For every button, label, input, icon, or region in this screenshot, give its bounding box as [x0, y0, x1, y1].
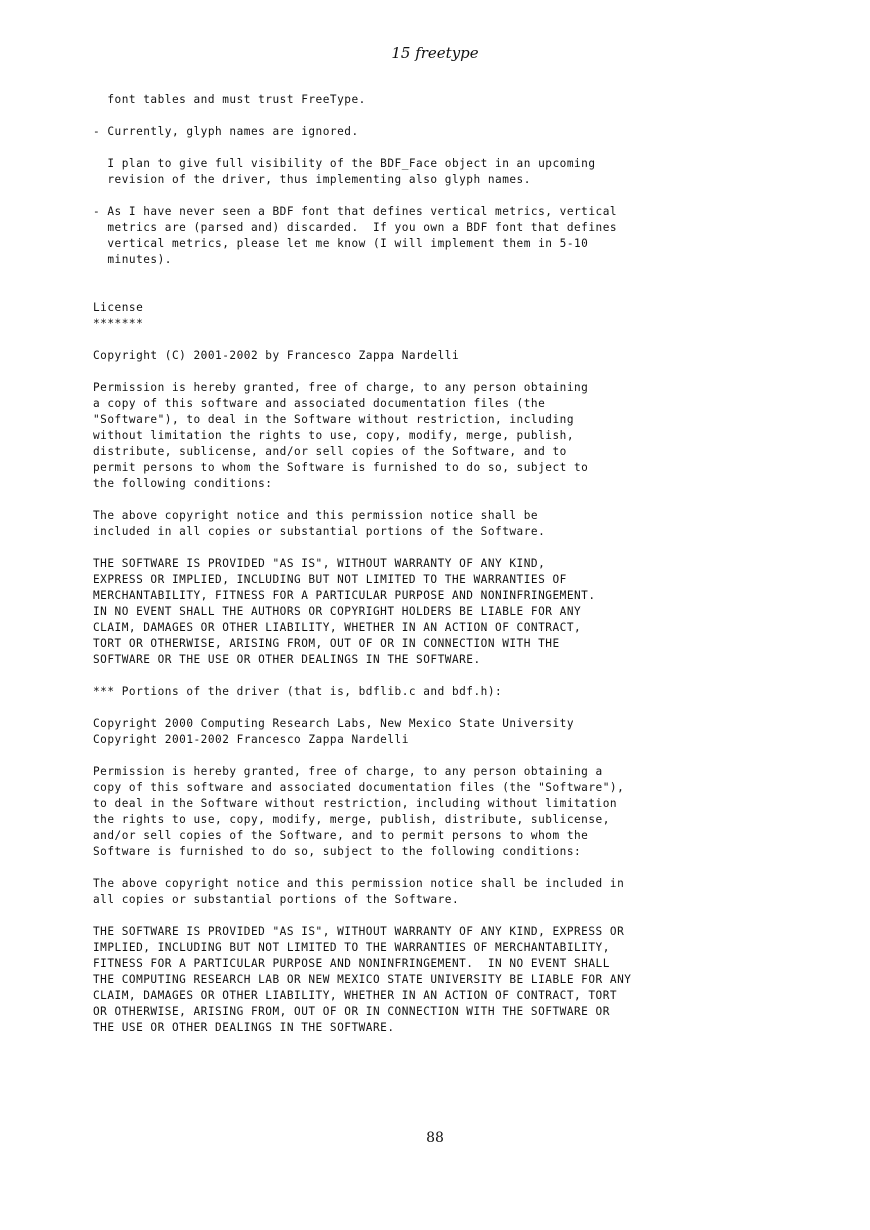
text-line: "Software"), to deal in the Software without restriction, including	[93, 413, 574, 426]
blank-line	[93, 268, 793, 284]
text-line: vertical metrics, please let me know (I will implement them in 5-10	[93, 237, 589, 250]
text-line: Software is furnished to do so, subject to the following conditions:	[93, 845, 582, 858]
text-line: CLAIM, DAMAGES OR OTHER LIABILITY, WHETHER IN AN ACTION OF CONTRACT, TORT	[93, 989, 618, 1002]
text-line: distribute, sublicense, and/or sell copies of the Software, and to	[93, 445, 567, 458]
text-line: included in all copies or substantial portions of the Software.	[93, 525, 546, 538]
text-line: minutes).	[93, 253, 172, 266]
blank-line	[93, 668, 793, 684]
text-line: MERCHANTABILITY, FITNESS FOR A PARTICULAR PURPOSE AND NONINFRINGEMENT.	[93, 589, 596, 602]
text-line: Copyright (C) 2001-2002 by Francesco Zappa Nardelli	[93, 349, 460, 362]
text-line: - Currently, glyph names are ignored.	[93, 125, 359, 138]
text-line: to deal in the Software without restriction, including without limitation	[93, 797, 618, 810]
text-line: *******	[93, 317, 144, 330]
text-line: metrics are (parsed and) discarded. If you own a BDF font that defines	[93, 221, 618, 234]
blank-line	[93, 908, 793, 924]
text-line: THE SOFTWARE IS PROVIDED "AS IS", WITHOUT WARRANTY OF ANY KIND,	[93, 557, 546, 570]
text-line: and/or sell copies of the Software, and to permit persons to whom the	[93, 829, 589, 842]
text-line: a copy of this software and associated documentation files (the	[93, 397, 546, 410]
text-line: TORT OR OTHERWISE, ARISING FROM, OUT OF OR IN CONNECTION WITH THE	[93, 637, 560, 650]
blank-line	[93, 700, 793, 716]
text-line: CLAIM, DAMAGES OR OTHER LIABILITY, WHETHER IN AN ACTION OF CONTRACT,	[93, 621, 582, 634]
text-line: SOFTWARE OR THE USE OR OTHER DEALINGS IN THE SOFTWARE.	[93, 653, 481, 666]
text-line: IN NO EVENT SHALL THE AUTHORS OR COPYRIGHT HOLDERS BE LIABLE FOR ANY	[93, 605, 582, 618]
text-line: the rights to use, copy, modify, merge, publish, distribute, sublicense,	[93, 813, 610, 826]
blank-line	[93, 748, 793, 764]
text-line: THE COMPUTING RESEARCH LAB OR NEW MEXICO STATE UNIVERSITY BE LIABLE FOR ANY	[93, 973, 632, 986]
text-line: EXPRESS OR IMPLIED, INCLUDING BUT NOT LIMITED TO THE WARRANTIES OF	[93, 573, 567, 586]
text-line: License	[93, 301, 144, 314]
text-line: - As I have never seen a BDF font that defines vertical metrics, vertical	[93, 205, 618, 218]
blank-line	[93, 284, 793, 300]
blank-line	[93, 492, 793, 508]
blank-line	[93, 860, 793, 876]
text-line: THE SOFTWARE IS PROVIDED "AS IS", WITHOUT WARRANTY OF ANY KIND, EXPRESS OR	[93, 925, 625, 938]
text-line: Permission is hereby granted, free of charge, to any person obtaining a	[93, 765, 603, 778]
blank-line	[93, 332, 793, 348]
text-line: all copies or substantial portions of the Software.	[93, 893, 460, 906]
text-line: Copyright 2001-2002 Francesco Zappa Nardelli	[93, 733, 409, 746]
text-line: IMPLIED, INCLUDING BUT NOT LIMITED TO THE WARRANTIES OF MERCHANTABILITY,	[93, 941, 610, 954]
text-line: THE USE OR OTHER DEALINGS IN THE SOFTWARE.	[93, 1021, 395, 1034]
text-line: The above copyright notice and this permission notice shall be	[93, 509, 539, 522]
text-line: The above copyright notice and this permission notice shall be included in	[93, 877, 625, 890]
page-number: 88	[426, 1130, 444, 1146]
text-line: OR OTHERWISE, ARISING FROM, OUT OF OR IN CONNECTION WITH THE SOFTWARE OR	[93, 1005, 610, 1018]
text-line: I plan to give full visibility of the BDF_Face object in an upcoming	[93, 157, 596, 170]
blank-line	[93, 140, 793, 156]
blank-line	[93, 540, 793, 556]
text-line: copy of this software and associated documentation files (the "Software"),	[93, 781, 625, 794]
text-line: *** Portions of the driver (that is, bdflib.c and bdf.h):	[93, 685, 503, 698]
text-line: revision of the driver, thus implementing also glyph names.	[93, 173, 531, 186]
blank-line	[93, 364, 793, 380]
text-line: Copyright 2000 Computing Research Labs, New Mexico State University	[93, 717, 574, 730]
text-line: without limitation the rights to use, copy, modify, merge, publish,	[93, 429, 574, 442]
text-line: font tables and must trust FreeType.	[93, 93, 366, 106]
document-body	[93, 92, 793, 1036]
text-line: Permission is hereby granted, free of charge, to any person obtaining	[93, 381, 589, 394]
text-line: the following conditions:	[93, 477, 273, 490]
blank-line	[93, 108, 793, 124]
text-line: permit persons to whom the Software is furnished to do so, subject to	[93, 461, 589, 474]
page-header-title: 15 freetype	[391, 44, 479, 62]
text-line: FITNESS FOR A PARTICULAR PURPOSE AND NONINFRINGEMENT. IN NO EVENT SHALL	[93, 957, 610, 970]
blank-line	[93, 188, 793, 204]
